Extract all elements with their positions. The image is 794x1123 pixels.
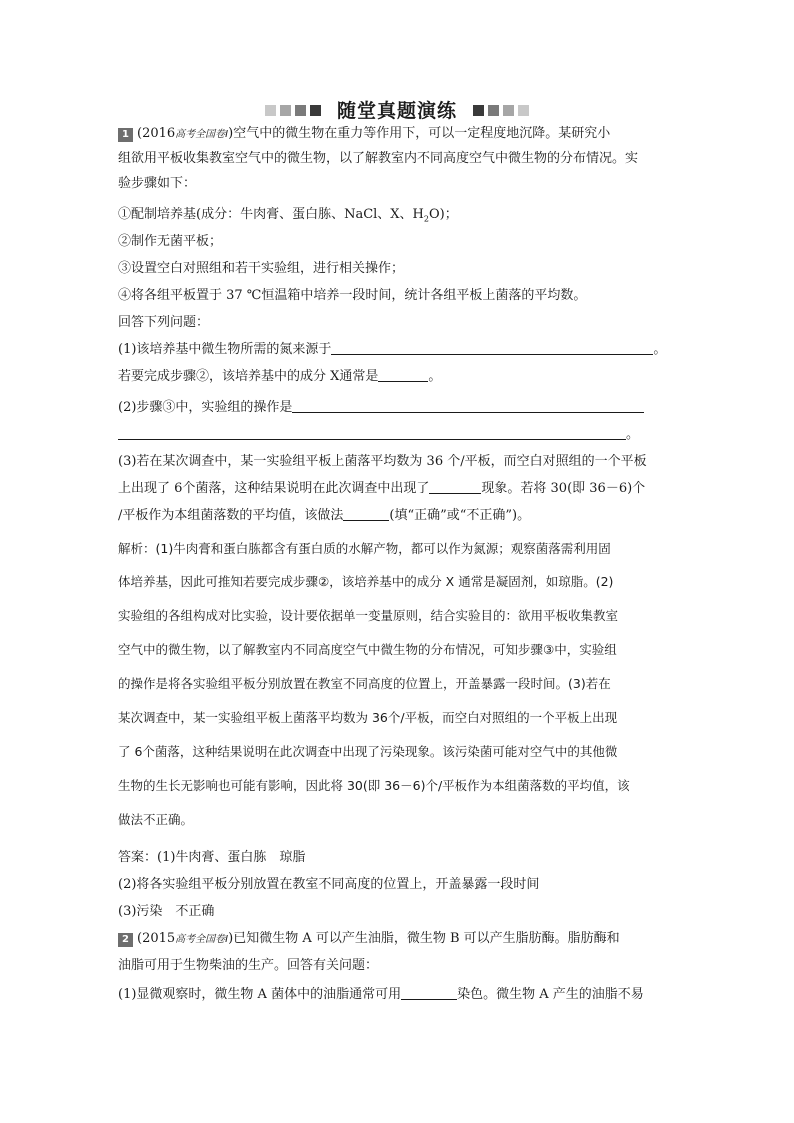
analysis-line: 某次调查中，某一实验组平板上菌落平均数为 36个/平板，而空白对照组的一个平板上出现 [118,710,618,725]
decor-square [265,105,276,116]
q1-part-2 [118,398,644,418]
analysis-line: 的操作是将各实验组平板分别放置在教室不同高度的位置上，开盖暴露一段时间。(3)若在 [118,676,611,691]
q1-year: 2016 [142,126,176,141]
decor-square [280,105,291,116]
q1-step-2: ②制作无菌平板； [118,234,223,249]
analysis-line: 空气中的微生物，以了解教室内不同高度空气中微生物的分布情况，可知步骤③中，实验组 [118,642,617,657]
decor-square [310,105,321,116]
q1-intro-line-3: 验步骤如下： [118,176,197,191]
decor-square [503,105,514,116]
section-title: 随堂真题演练 [336,100,457,122]
analysis-line: 生物的生长无影响也可能有影响，因此将 30(即 36－6)个/平板作为本组菌落数的平均值，该 [118,778,630,793]
question-number-badge: 1 [118,128,133,142]
answer-line: 答案：(1)牛肉膏、蛋白胨 琼脂 [118,850,306,865]
q1-step-1-text: ①配制培养基(成分：牛肉膏、蛋白胨、NaCl、X、H [118,207,424,222]
q1-part-3b-end: 现象。若将 30(即 36－6)个 [481,481,646,496]
decor-square [473,105,484,116]
answer-blank[interactable] [331,340,653,355]
question-number-badge: 2 [118,933,133,947]
q1-part-3c-end: (填“正确”或“不正确”)。 [389,508,531,523]
q1-part-3c [118,506,530,526]
analysis-line: 实验组的各组构成对比实验，设计要依据单一变量原则，结合实验目的：欲用平板收集教室 [118,608,619,623]
answer-line: (3)污染 不正确 [118,904,215,919]
q2-part-1a-end: 染色。微生物 A 产生的油脂不易 [457,987,644,1002]
q1-part-3b [118,479,645,499]
answer-blank[interactable] [292,398,644,413]
q1-step-1: ①配制培养基(成分：牛肉膏、蛋白胨、NaCl、X、$H_2O$)； [118,207,458,224]
q1-step-1-end: O)； [429,207,458,222]
q1-part-3b-text: 上出现了 6个菌落，这种结果说明在此次调查中出现了 [118,481,430,496]
q1-part-1a: (1)该培养基中微生物所需的氮来源于 。 [118,342,667,357]
answer-blank[interactable] [378,367,428,382]
decor-square [488,105,499,116]
q2-part-1a-text: (1)显微观察时，微生物 A 菌体中的油脂通常可用 [118,987,402,1002]
decor-square [295,105,306,116]
q1-part-2-cont: 。 [118,425,639,445]
answer-blank[interactable] [343,506,389,521]
analysis-line: 体培养基，因此可推知若要完成步骤②，该培养基中的成分 X 通常是凝固剂，如琼脂。(2) [118,574,614,589]
q1-step-4: ④将各组平板置于 37 ℃恒温箱中培养一段时间，统计各组平板上菌落的平均数。 [118,288,587,303]
analysis-line: 了 6个菌落，这种结果说明在此次调查中出现了污染现象。该污染菌可能对空气中的其他微 [118,744,618,759]
q1-step-3: ③设置空白对照组和若干实验组，进行相关操作； [118,261,405,276]
section-heading [0,98,794,124]
q1-part-1a-text: (1)该培养基中微生物所需的氮来源于 [118,342,332,357]
answer-line: (2)将各实验组平板分别放置在教室不同高度的位置上，开盖暴露一段时间 [118,877,540,892]
q1-source: 高考全国卷Ⅰ [175,129,229,140]
q1-part-3a: (3)若在某次调查中，某一实验组平板上菌落平均数为 36 个/平板，而空白对照组的一个平板 [118,454,647,469]
q1-part-1b: 若要完成步骤②，该培养基中的成分 X通常是 。 [118,369,442,384]
q2-intro-line-2: 油脂可用于生物柴油的生产。回答有关问题： [118,958,379,973]
analysis-line: 做法不正确。 [118,812,194,827]
q1-part-1b-text: 若要完成步骤②，该培养基中的成分 X通常是 [118,369,379,384]
q2-year: 2015 [142,931,176,946]
q2-source: 高考全国卷Ⅰ [175,934,229,945]
q2-intro-line-1: 2 (2015高考全国卷Ⅰ)已知微生物 A 可以产生油脂，微生物 B 可以产生脂肪酶。脂肪酶和 [118,929,620,949]
answer-blank[interactable] [401,985,457,1000]
q2-intro-text: )已知微生物 A 可以产生油脂，微生物 B 可以产生脂肪酶。脂肪酶和 [228,931,620,946]
q2-part-1a [118,985,644,1005]
analysis-line: 解析：(1)牛肉膏和蛋白胨都含有蛋白质的水解产物，都可以作为氮源；观察菌落需利用固 [118,541,611,556]
q1-intro-line-2: 组欲用平板收集教室空气中的微生物，以了解教室内不同高度空气中微生物的分布情况。实 [118,151,639,166]
decor-square [518,105,529,116]
answer-blank[interactable] [429,479,481,494]
q1-intro-text: )空气中的微生物在重力等作用下，可以一定程度地沉降。某研究小 [228,126,611,141]
q1-part-2-text: (2)步骤③中，实验组的操作是 [118,400,293,415]
q1-intro-line-1: 1 (2016高考全国卷Ⅰ)空气中的微生物在重力等作用下，可以一定程度地沉降。某研究小 [118,124,610,144]
answer-blank[interactable] [118,425,626,440]
q1-part-3c-text: /平板作为本组菌落数的平均值，该做法 [118,508,344,523]
q1-ask: 回答下列问题： [118,315,210,330]
